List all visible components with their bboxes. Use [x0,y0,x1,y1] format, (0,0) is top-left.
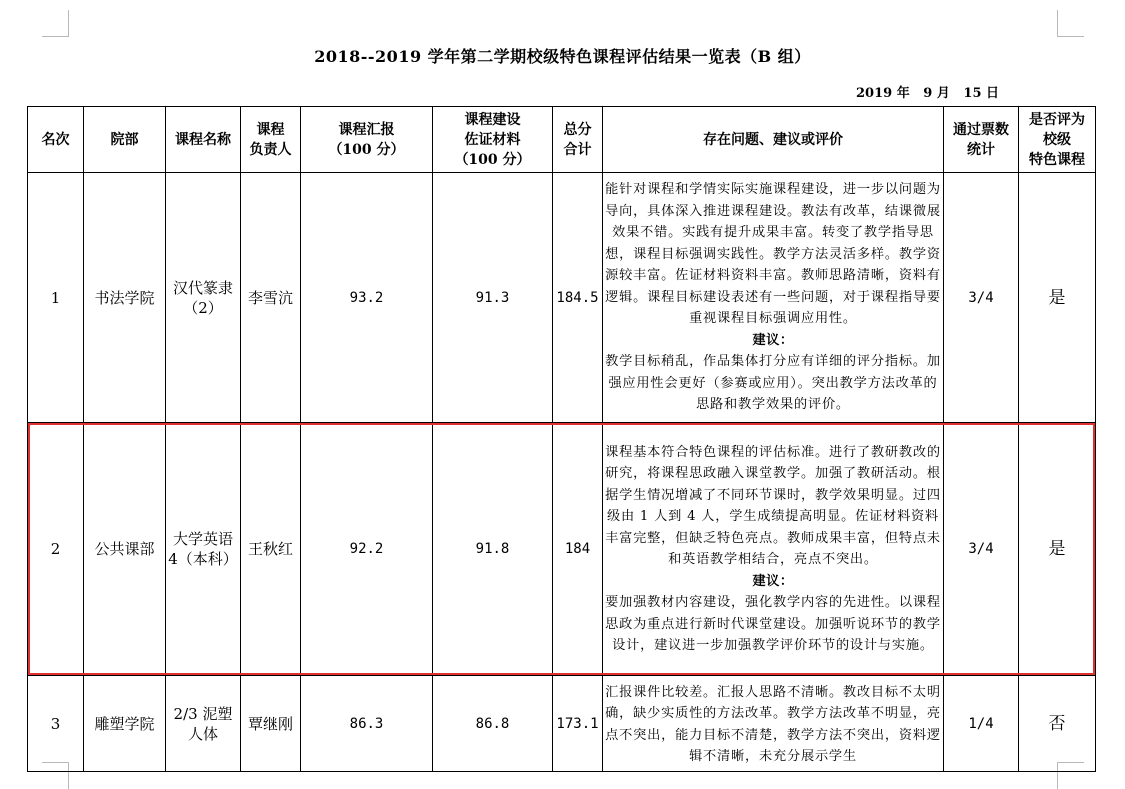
leader-cell: 李雪沆 [241,173,301,423]
table-row [28,423,1096,676]
comment-text: 课程基本符合特色课程的评估标准。进行了教研教改的研究，将课程思政融入课堂教学。加强了教研活动。根据学生情况增减了不同环节课时，教学效果明显。过四级由 1 人到 4 人，学生成绩提高明显。佐证材料资料丰富完整，但缺乏特色亮点。教师成果丰富，但特点未和英语教学相结合，亮点不突出。 [605,444,941,567]
header-total: 总分 合计 [553,107,603,173]
leader-cell: 王秋红 [241,423,301,676]
comment-cell [603,173,944,423]
header-course: 课程名称 [166,107,241,173]
votes-cell: 1/4 [944,676,1019,772]
table-row [28,173,1096,423]
comment-text: 能针对课程和学情实际实施课程建设，进一步以问题为导向，具体深入推进课程建设。教法有改革，结课微展效果不错。实践有提升成果丰富。转变了教学指导思想，课程目标强调实践性。教学方法灵活多样。教学资源较丰富。佐证材料资料丰富。教师思路清晰，资料有逻辑。课程目标建设表述有一些问题，对于课程指导要重视课程目标强调应用性。 [605,182,941,327]
college-cell: 书法学院 [84,173,166,423]
header-selected: 是否评为 校级 特色课程 [1019,107,1096,173]
header-evidence-score: 课程建设 佐证材料 （100 分） [433,107,553,173]
votes-cell: 3/4 [944,173,1019,423]
header-comment: 存在问题、建议或评价 [603,107,944,173]
selected-cell: 否 [1019,676,1096,772]
evidence-score-cell: 91.8 [433,423,553,676]
header-college: 院部 [84,107,166,173]
page-corner-mark-top-right [1057,10,1084,37]
advice-text: 教学目标稍乱，作品集体打分应有详细的评分指标。加强应用性会更好（参赛或应用）。突出教学方法改革的思路和教学效果的评价。 [605,354,941,413]
selected-cell: 是 [1019,173,1096,423]
report-score-cell: 93.2 [301,173,433,423]
comment-cell [603,423,944,676]
college-cell: 公共课部 [84,423,166,676]
document-date: 2019 年 9 月 15 日 [856,86,1000,101]
advice-text: 要加强教材内容建设，强化教学内容的先进性。以课程思政为重点进行新时代课堂建设。加强听说环节的教学设计，建议进一步加强教学评价环节的设计与实施。 [605,595,941,653]
table-header-row [28,107,1096,173]
course-cell: 汉代篆隶 （2） [166,173,241,423]
votes-cell: 3/4 [944,423,1019,676]
comment-text: 汇报课件比较差。汇报人思路不清晰。教改目标不太明确，缺少实质性的方法改革。教学方法改革不明显，亮点不突出，能力目标不清楚，教学方法不突出，资料逻辑不清晰，未充分展示学生 [605,684,941,764]
comment-cell [603,676,944,772]
total-score-cell: 184.5 [553,173,603,423]
leader-cell: 覃继刚 [241,676,301,772]
selected-cell: 是 [1019,423,1096,676]
advice-label: 建议： [752,332,794,348]
report-score-cell: 86.3 [301,676,433,772]
rank-cell: 1 [28,173,84,423]
page-corner-mark-top-left [42,10,69,37]
header-votes: 通过票数 统计 [944,107,1019,173]
header-report-score: 课程汇报 （100 分） [301,107,433,173]
evaluation-table [27,106,1096,772]
table-row [28,676,1096,772]
advice-label: 建议： [752,573,794,589]
document-title: 2018--2019 学年第二学期校级特色课程评估结果一览表（B 组） [314,47,811,66]
course-cell: 2/3 泥塑 人体 [166,676,241,772]
total-score-cell: 173.1 [553,676,603,772]
college-cell: 雕塑学院 [84,676,166,772]
report-score-cell: 92.2 [301,423,433,676]
rank-cell: 2 [28,423,84,676]
total-score-cell: 184 [553,423,603,676]
course-cell: 大学英语 4（本科） [166,423,241,676]
rank-cell: 3 [28,676,84,772]
header-rank: 名次 [28,107,84,173]
evidence-score-cell: 91.3 [433,173,553,423]
header-leader: 课程 负责人 [241,107,301,173]
evidence-score-cell: 86.8 [433,676,553,772]
